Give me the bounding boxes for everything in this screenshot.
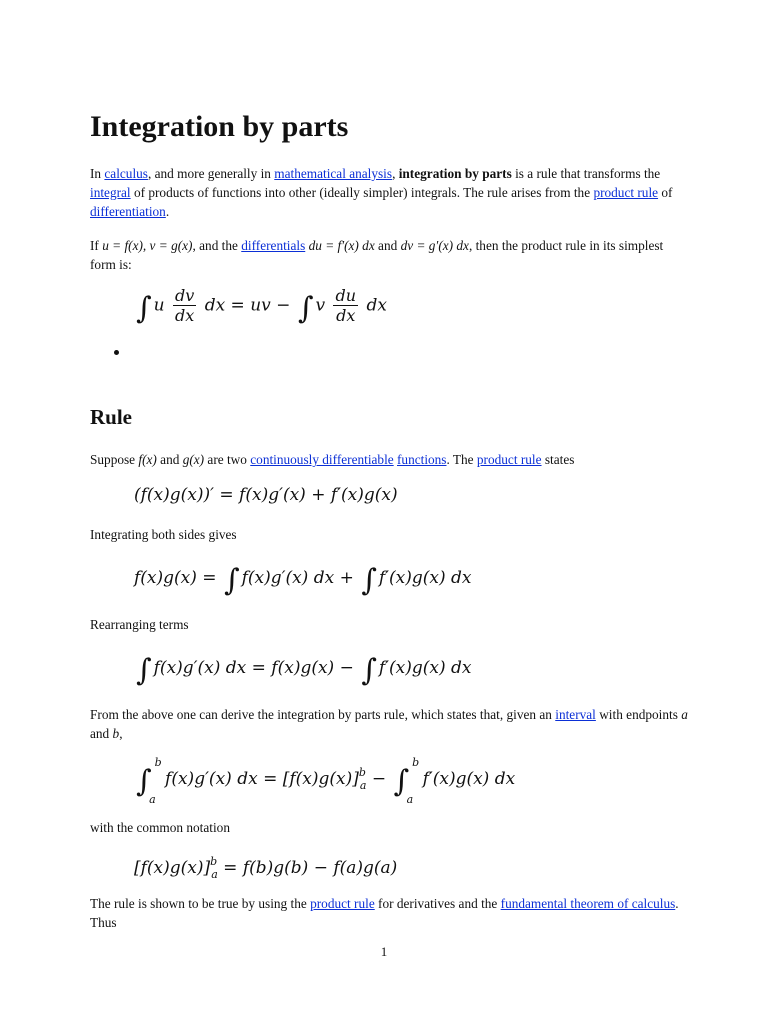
intro-text-7: . <box>165 204 170 219</box>
f6-sup: b <box>210 855 218 868</box>
p2-text-1: If <box>90 238 103 253</box>
intro-text-5: of products of functions into other (ideally simpler) integrals. The rule arises from the <box>130 185 594 200</box>
link-functions[interactable]: functions <box>397 452 447 467</box>
p3-text-1: Suppose <box>90 452 139 467</box>
page-number: 1 <box>380 944 388 959</box>
f5-bracket-sup: b <box>358 766 366 779</box>
f5-part-a <box>165 766 367 792</box>
intro-text-6: of <box>658 185 673 200</box>
suppose-paragraph <box>90 450 690 469</box>
p3-fx: f(x) <box>138 452 157 467</box>
f3-a: f(x)g′(x) dx + <box>241 568 354 588</box>
formula-basic-parts <box>134 288 387 324</box>
integral-sign: ∫ <box>393 764 410 799</box>
f1-dv: dv <box>175 286 195 305</box>
p6-a: a <box>681 707 688 722</box>
section-heading-rule: Rule <box>90 405 132 429</box>
f1-v: v <box>315 295 326 316</box>
p2-text-2: , and the <box>192 238 242 253</box>
integral-sign: ∫ <box>136 653 152 688</box>
f4-b: f′(x)g(x) dx <box>378 658 472 678</box>
formula-rearranged <box>134 653 472 688</box>
f1-dx-2: dx <box>336 306 356 325</box>
fraction-dv-dx <box>173 288 196 324</box>
f5-a: f(x)g′(x) dx = [f(x)g(x)] <box>165 769 359 789</box>
link-product-rule-1[interactable]: product rule <box>593 185 659 200</box>
p2-text-4: and <box>374 238 401 253</box>
integral-sign: ∫ <box>136 290 152 326</box>
f4-a: f(x)g′(x) dx = f(x)g(x) − <box>153 658 354 678</box>
intro-paragraph <box>90 164 690 221</box>
intro-text-3: , <box>392 166 399 181</box>
p3-text-6: states <box>541 452 575 467</box>
p2-expr-dv: dv = g′(x) dx <box>400 238 469 253</box>
definite-integral <box>134 756 162 806</box>
integral-sign: ∫ <box>136 764 152 799</box>
intro-text-2: , and more generally in <box>147 166 275 181</box>
definite-integral <box>392 756 420 806</box>
p8-text-3: . Thus <box>90 896 679 930</box>
link-integral[interactable]: integral <box>90 185 131 200</box>
p8-text-2: for derivatives and the <box>374 896 501 911</box>
intro-text-1: In <box>90 166 105 181</box>
differentials-paragraph <box>90 236 690 274</box>
integral-sign: ∫ <box>361 563 377 598</box>
p3-gx: g(x) <box>182 452 205 467</box>
f5-lower-limit: a <box>149 793 156 806</box>
conclusion-paragraph <box>90 894 690 932</box>
link-product-rule-3[interactable]: product rule <box>310 896 375 911</box>
link-fundamental-theorem[interactable]: fundamental theorem of calculus <box>500 896 676 911</box>
p3-text-2: and <box>156 452 183 467</box>
formula-definite-parts <box>134 756 516 806</box>
f1-u: u <box>153 295 165 316</box>
formula-notation <box>134 856 397 880</box>
p6-text-4: , <box>119 726 123 741</box>
link-differentials[interactable]: differentials <box>241 238 306 253</box>
link-interval[interactable]: interval <box>555 707 596 722</box>
p2-expr-uv: u = f(x), v = g(x) <box>102 238 193 253</box>
f5-b: f′(x)g(x) dx <box>422 769 516 789</box>
link-continuously-differentiable[interactable]: continuously differentiable <box>250 452 394 467</box>
f3-b: f′(x)g(x) dx <box>378 568 472 588</box>
f1-end: dx <box>366 295 387 316</box>
integral-sign: ∫ <box>297 290 314 326</box>
page-title: Integration by parts <box>90 110 349 143</box>
f5-lower-limit-2: a <box>406 793 414 806</box>
link-calculus[interactable]: calculus <box>104 166 148 181</box>
f6-sub: a <box>211 868 218 881</box>
link-mathematical-analysis[interactable]: mathematical analysis <box>274 166 393 181</box>
p6-text-2: with endpoints <box>595 707 682 722</box>
p8-text-1: The rule is shown to be true by using the <box>90 896 311 911</box>
f1-dx: dx <box>175 306 195 325</box>
rearranging-paragraph: Rearranging terms <box>90 617 189 632</box>
formula-integrated <box>134 563 472 598</box>
link-product-rule-2[interactable]: product rule <box>476 452 542 467</box>
link-differentiation[interactable]: differentiation <box>90 204 166 219</box>
integrating-paragraph: Integrating both sides gives <box>90 527 237 542</box>
interval-paragraph <box>90 705 690 743</box>
f3-lhs: f(x)g(x) = <box>134 568 217 588</box>
intro-bold-term: integration by parts <box>398 166 512 181</box>
f6-b: = f(b)g(b) − f(a)g(a) <box>217 858 398 878</box>
notation-paragraph: with the common notation <box>90 820 230 835</box>
integral-sign: ∫ <box>361 653 377 688</box>
f5-bracket-sub: a <box>359 779 367 792</box>
f1-du: du <box>335 286 357 305</box>
p2-text-5: , then the product rule in its simplest form is: <box>90 238 664 272</box>
f5-upper-limit-2: b <box>412 756 420 769</box>
f5-minus: − <box>371 769 387 789</box>
fraction-du-dx <box>333 288 358 324</box>
formula-product-rule: (f(x)g(x))′ = f(x)g′(x) + f′(x)g(x) <box>134 485 398 505</box>
p3-text-3: are two <box>204 452 251 467</box>
f5-upper-limit: b <box>154 756 162 769</box>
p6-b: b <box>112 726 120 741</box>
f1-middle: dx = uv − <box>204 295 291 316</box>
p3-text-5: . The <box>446 452 477 467</box>
p6-text-3: and <box>90 726 113 741</box>
p6-text-1: From the above one can derive the integration by parts rule, which states that, given an <box>90 707 556 722</box>
intro-text-4: is a rule that transforms the <box>511 166 661 181</box>
p2-expr-du: du = f′(x) dx <box>308 238 375 253</box>
f6-a: [f(x)g(x)] <box>134 858 211 878</box>
integral-sign: ∫ <box>223 563 240 598</box>
bullet-point <box>114 350 119 355</box>
